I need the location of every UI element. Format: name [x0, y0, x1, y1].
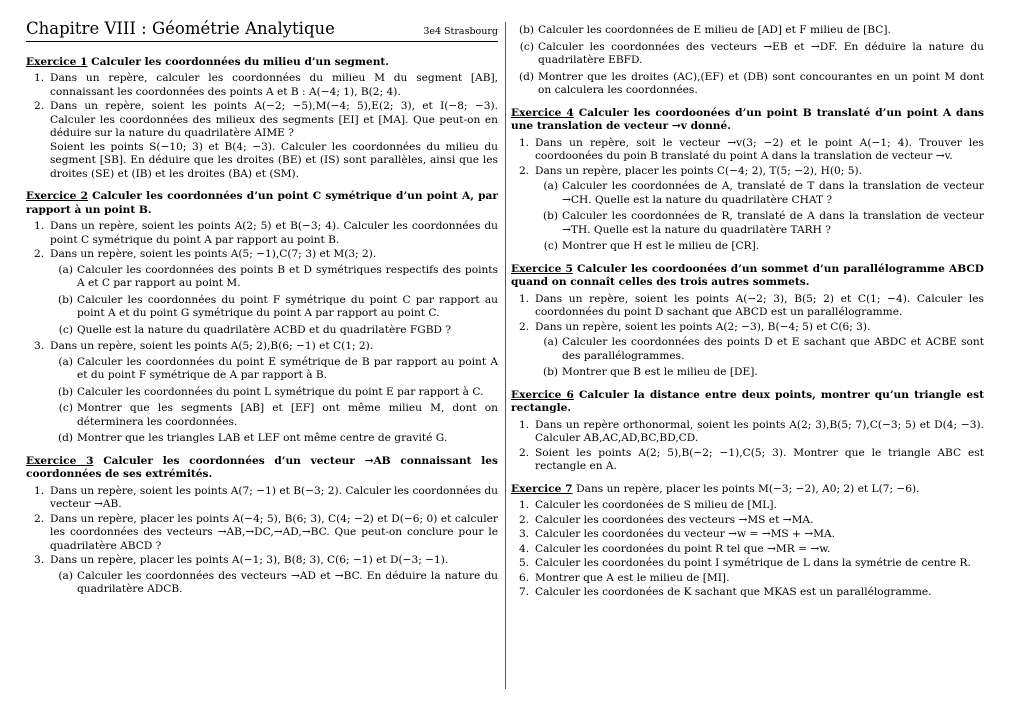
- sub-question-number: (d): [57, 432, 73, 444]
- question-number: 1.: [34, 484, 45, 497]
- sub-question-text: Calculer les coordonnées des vecteurs →EB et →DF. En déduire la nature du quadrilatère EBFD.: [538, 40, 984, 66]
- exercise-title: Calculer les coordonnées du milieu d’un segment.: [91, 55, 389, 68]
- exercise-title: Calculer les coordonnées d’un point C symétrique d’un point A, par rapport à un point B.: [26, 190, 498, 216]
- sub-question-number: (b): [542, 366, 558, 378]
- question: [511, 514, 984, 528]
- sub-question: [511, 41, 984, 68]
- question: [26, 220, 498, 247]
- question-number: 2.: [34, 248, 45, 260]
- question-text: Calculer les coordonées de K sachant que MKAS est un parallélogramme.: [535, 586, 932, 598]
- sub-question-text: Montrer que H est le milieu de [CR].: [562, 240, 760, 252]
- question-number: 6.: [519, 571, 530, 584]
- sub-question: [511, 24, 984, 38]
- question: [26, 513, 498, 554]
- question-text: Calculer les coordonées des vecteurs →MS et →MA.: [535, 513, 814, 526]
- exercise-heading: [26, 190, 498, 217]
- page-header: [26, 19, 498, 42]
- sub-question-list: [50, 264, 498, 338]
- question: [511, 586, 984, 600]
- sub-question-number: (b): [57, 293, 73, 306]
- question-text: Dans un repère, soient les points A(−2; 3), B(5; 2) et C(1; −4). Calculer les coordonnées du point D sachant que ABCD est un parallélogramme.: [535, 292, 984, 318]
- exercise-label: Exercice 1: [26, 55, 88, 68]
- question-text: Dans un repère, soient les points A(7; −1) et B(−3; 2). Calculer les coordonnées du vecteur →AB.: [50, 484, 498, 510]
- sub-question-text: Calculer les coordonnées de R, translaté de A dans la translation de vecteur →TH. Quelle est la nature du quadrilatère TARH ?: [562, 210, 984, 236]
- question: [511, 419, 984, 446]
- sub-question-number: (a): [58, 263, 73, 276]
- question-list: [511, 293, 984, 380]
- sub-question-text: Calculer les coordonnées du point E symétrique de B par rapport au point A et du point F symétrique de A par rapport à B.: [77, 355, 498, 381]
- exercise-label: Exercice 5: [511, 262, 573, 275]
- question-text: Dans un repère, soit le vecteur →v(3; −2) et le point A(−1; 4). Trouver les coordoonées du poin B translaté du point A dans la translation de vecteur →v.: [535, 136, 984, 162]
- question: [511, 499, 984, 513]
- question-text: Dans un repère, placer les points A(−4; 5), B(6; 3), C(4; −2) et D(−6; 0) et calculer les coordonnées des vecteurs →AB,→DC,→AD,→BC. Que peut-on conclure pour le quadrilatère ABCD ?: [50, 512, 498, 552]
- question-number: 3.: [519, 528, 530, 540]
- question-text: Dans un repère, calculer les coordonnées du milieu M du segment [AB], connaissant les coordonnées des points A et B : A(−4; 1), B(2; 4).: [50, 72, 498, 98]
- sub-question-text: Calculer les coordonnées du point F symétrique du point C par rapport au point A et du point G symétrique du point A par rapport au point C.: [77, 293, 498, 319]
- right-exercises: [511, 107, 984, 600]
- question-number: 2.: [519, 446, 530, 459]
- question-number: 1.: [34, 220, 45, 232]
- question-text: Dans un repère, soient les points A(2; −3), B(−4; 5) et C(6; 3).: [535, 320, 871, 333]
- question-number: 1.: [519, 499, 530, 511]
- question-text: Calculer les coordonées du point R tel que →MR = →w.: [535, 542, 831, 555]
- question-text: Dans un repère, soient les points A(5; −1),C(7; 3) et M(3; 2).: [50, 248, 377, 260]
- sub-question-number: (c): [58, 323, 73, 336]
- question-text: Dans un repère orthonormal, soient les points A(2; 3),B(5; 7),C(−3; 5) et D(4; −3). Calculer AB,AC,AD,BC,BD,CD.: [535, 418, 984, 444]
- sub-question-number: (c): [58, 402, 73, 414]
- right-column: [511, 22, 984, 601]
- sub-question-text: Montrer que B est le milieu de [DE].: [562, 366, 758, 378]
- sub-question-number: (c): [519, 40, 534, 53]
- question: [511, 557, 984, 571]
- sub-question-number: (d): [518, 70, 534, 83]
- exercise-heading: [511, 483, 984, 497]
- sub-question-list: [50, 570, 498, 597]
- question-number: 4.: [519, 542, 530, 555]
- sub-question-number: (b): [542, 210, 558, 222]
- sub-question-text: Calculer les coordonnées des points D et E sachant que ABDC et ACBE sont des parallélogrammes.: [562, 336, 984, 362]
- sub-question-number: (a): [543, 336, 558, 348]
- question-number: 2.: [519, 320, 530, 333]
- question-list: [511, 499, 984, 600]
- column-divider: [505, 22, 506, 689]
- question-number: 3.: [34, 554, 45, 566]
- question-list: [26, 485, 498, 597]
- exercise-title: Calculer les coordoonées d’un point B translaté d’un point A dans une translation de vecteur →v donné.: [511, 106, 984, 132]
- question-text: Calculer les coordonées de S milieu de [ML].: [535, 499, 777, 511]
- chapter-title: Chapitre VIII : Géométrie Analytique: [26, 19, 335, 38]
- question-text: Dans un repère, soient les points A(5; 2),B(6; −1) et C(1; 2).: [50, 340, 374, 352]
- exercise-heading: [511, 389, 984, 416]
- sub-question-text: Quelle est la nature du quadrilatère ACBD et du quadrilatère FGBD ?: [77, 323, 452, 336]
- sub-question: [50, 570, 498, 597]
- question: [26, 340, 498, 446]
- sub-question-text: Calculer les coordonnées des vecteurs →AD et →BC. En déduire la nature du quadrilatère ADCB.: [77, 569, 498, 595]
- sub-question-list: [50, 356, 498, 446]
- question-number: 3.: [34, 340, 45, 352]
- sub-question-text: Calculer les coordonnées de A, translaté de T dans la translation de vecteur →CH. Quelle est la nature du quadrilatère CHAT ?: [562, 180, 984, 206]
- sub-question: [535, 240, 984, 254]
- sub-question: [50, 294, 498, 321]
- exercise-label: Exercice 6: [511, 388, 574, 401]
- exercise-title: Dans un repère, placer les points M(−3; −2), A0; 2) et L(7; −6).: [576, 482, 920, 495]
- exercise-label: Exercice 4: [511, 106, 574, 119]
- question-number: 1.: [34, 72, 45, 84]
- question: [511, 293, 984, 320]
- question-text: Dans un repère, soient les points A(2; 5) et B(−3; 4). Calculer les coordonnées du point C symétrique du point A par rapport au point B.: [50, 220, 498, 246]
- sub-question-number: (a): [58, 569, 73, 582]
- question: [511, 447, 984, 474]
- question: [511, 572, 984, 586]
- sub-question: [50, 264, 498, 291]
- sub-question-text: Calculer les coordonnées du point L symétrique du point E par rapport à C.: [77, 385, 484, 398]
- exercise-label: Exercice 7: [511, 482, 573, 495]
- question-number: 1.: [519, 292, 530, 305]
- question-list: [26, 220, 498, 446]
- question: [26, 72, 498, 99]
- question-text: Montrer que A est le milieu de [MI].: [535, 571, 730, 584]
- question: [511, 165, 984, 254]
- exercise-label: Exercice 2: [26, 190, 88, 202]
- question-number: 2.: [519, 513, 530, 526]
- question-number: 2.: [34, 512, 45, 525]
- question-number: 2.: [34, 100, 45, 112]
- question-text: Dans un repère, placer les points A(−1; 3), B(8; 3), C(6; −1) et D(−3; −1).: [50, 554, 449, 566]
- sub-question: [50, 386, 498, 400]
- question-text: Soient les points A(2; 5),B(−2; −1),C(5; 3). Montrer que le triangle ABC est rectangle en A.: [535, 446, 984, 472]
- sub-question: [535, 336, 984, 363]
- sub-question-number: (b): [518, 24, 534, 36]
- question: [26, 100, 498, 181]
- continued-subitems: [511, 24, 984, 98]
- question: [26, 554, 498, 597]
- sub-question-text: Calculer les coordonnées de E milieu de [AD] et F milieu de [BC].: [538, 24, 891, 36]
- question-number: 2.: [519, 164, 530, 177]
- class-label: 3e4 Strasbourg: [423, 26, 498, 37]
- sub-question: [50, 432, 498, 446]
- sub-question: [50, 356, 498, 383]
- sub-question: [535, 180, 984, 207]
- question-number: 1.: [519, 418, 530, 431]
- question-text: Dans un repère, placer les points C(−4; 2), T(5; −2), H(0; 5).: [535, 164, 862, 177]
- question: [26, 248, 498, 337]
- sub-question: [50, 324, 498, 338]
- exercise-heading: [26, 455, 498, 482]
- sub-question-list: [535, 180, 984, 254]
- exercise-heading: [511, 107, 984, 134]
- sub-question-text: Montrer que les droites (AC),(EF) et (DB) sont concourantes en un point M dont on calculera les coordonnées.: [538, 70, 984, 96]
- question-list: [511, 419, 984, 474]
- sub-question-number: (c): [543, 240, 558, 252]
- question: [511, 137, 984, 164]
- question-text: Calculer les coordonées du vecteur →w = →MS + →MA.: [535, 528, 836, 540]
- question-extra-text: Soient les points S(−10; 3) et B(4; −3). Calculer les coordonnées du milieu du segment [SB]. En déduire que les droites (BE) et (IS) sont parallèles, ainsi que les droites (SE) et (IB) et les droites (BA) et (SM).: [50, 140, 498, 180]
- exercise-heading: [26, 56, 498, 70]
- sub-question-number: (a): [58, 355, 73, 368]
- sub-question: [535, 366, 984, 380]
- left-exercises: [26, 56, 498, 597]
- question: [511, 543, 984, 557]
- question-number: 5.: [519, 557, 530, 569]
- sub-question: [511, 71, 984, 98]
- sub-question: [50, 402, 498, 429]
- sub-question-number: (b): [57, 385, 73, 398]
- sub-question: [535, 210, 984, 237]
- exercise-heading: [511, 263, 984, 290]
- question: [511, 321, 984, 380]
- question: [511, 528, 984, 542]
- question-list: [26, 72, 498, 181]
- exercise-title: Calculer les coordonnées d’un vecteur →AB connaissant les coordonnées de ses extrémités.: [26, 454, 498, 480]
- question-text: Calculer les coordonées du point I symétrique de L dans la symétrie de centre R.: [535, 557, 971, 569]
- question-text: Dans un repère, soient les points A(−2; −5),M(−4; 5),E(2; 3), et I(−8; −3). Calculer les coordonnées des milieux des segments [EI] et [MA]. Que peut-on en déduire sur la nature du quadrilatère AIME ?: [50, 100, 498, 139]
- left-column: [26, 19, 498, 600]
- exercise-title: Calculer les coordoonées d’un sommet d’un parallélogramme ABCD quand on connaît celles des trois autres sommets.: [511, 262, 984, 288]
- sub-question-text: Montrer que les triangles LAB et LEF ont même centre de gravité G.: [77, 432, 448, 444]
- exercise-title: Calculer la distance entre deux points, montrer qu’un triangle est rectangle.: [511, 388, 985, 414]
- question-number: 7.: [519, 586, 530, 598]
- sub-question-list: [535, 336, 984, 380]
- exercise-label: Exercice 3: [26, 454, 94, 467]
- question-list: [511, 137, 984, 254]
- question: [26, 485, 498, 512]
- sub-question-number: (a): [543, 180, 558, 192]
- sub-question-text: Calculer les coordonnées des points B et D symétriques respectifs des points A et C par rapport au point M.: [77, 263, 498, 289]
- question-number: 1.: [519, 136, 530, 149]
- sub-question-text: Montrer que les segments [AB] et [EF] ont même milieu M, dont on déterminera les coordonnées.: [77, 402, 498, 428]
